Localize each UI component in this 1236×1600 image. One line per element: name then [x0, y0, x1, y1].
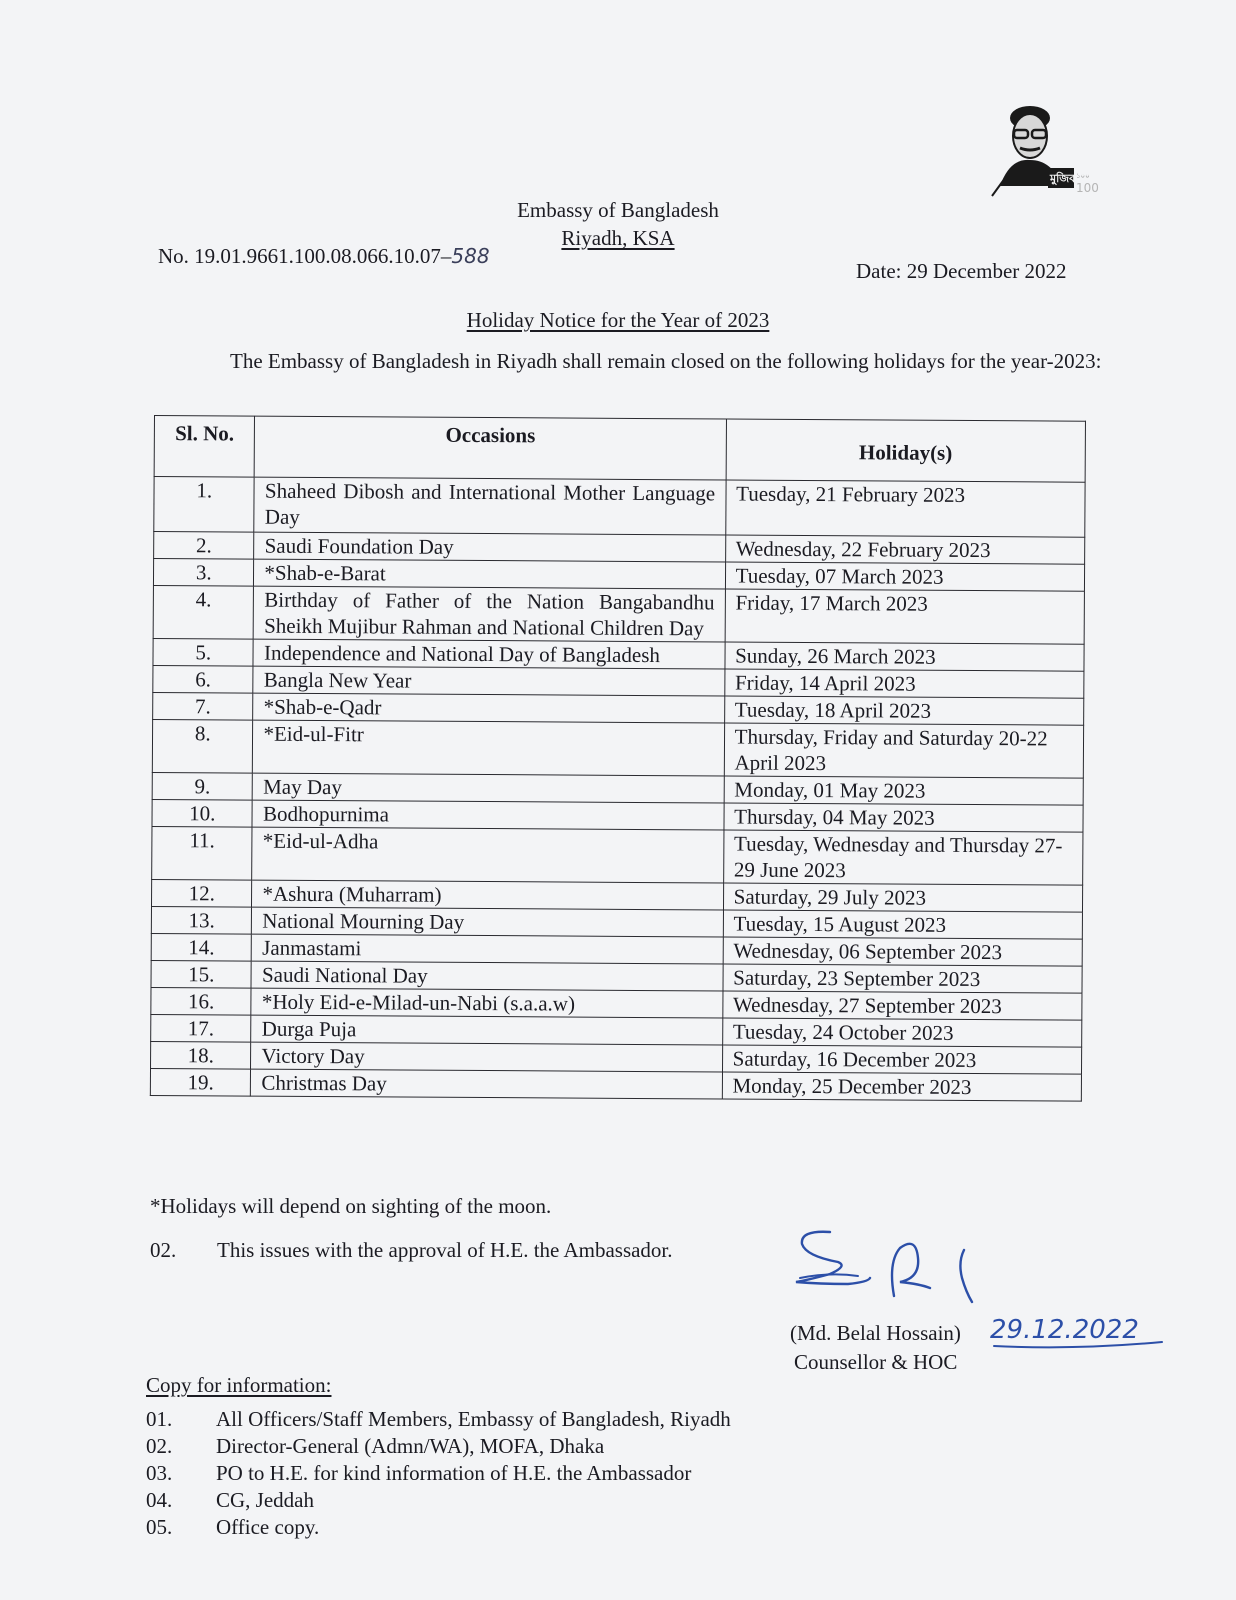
row-sl: 10.: [152, 799, 253, 827]
row-holiday: Thursday, Friday and Saturday 20-22 April 2023: [724, 723, 1084, 778]
table-row: [154, 477, 1085, 538]
row-occasion: *Eid-ul-Fitr: [253, 720, 725, 776]
row-sl: 19.: [150, 1068, 251, 1096]
list-item-number: 05.: [146, 1515, 173, 1539]
approval-text: This issues with the approval of H.E. the Ambassador.: [217, 1238, 673, 1262]
list-item-text: CG, Jeddah: [216, 1488, 314, 1512]
row-occasion: Shaheed Dibosh and International Mother Language Day: [254, 477, 726, 535]
list-item-number: 04.: [146, 1488, 173, 1512]
row-occasion: Saudi National Day: [251, 961, 722, 991]
row-holiday: Tuesday, 21 February 2023: [725, 480, 1085, 537]
handwritten-date: 29.12.2022: [990, 1315, 1139, 1345]
row-occasion: *Eid-ul-Adha: [252, 827, 724, 883]
svg-text:100: 100: [1076, 181, 1099, 195]
row-occasion: Independence and National Day of Bangladesh: [253, 639, 724, 669]
svg-text:মুজিব: মুজিব: [1050, 172, 1076, 185]
row-sl: 7.: [153, 692, 254, 720]
row-holiday: Saturday, 23 September 2023: [723, 964, 1083, 993]
reference-handwritten: 588: [451, 244, 490, 268]
list-item-text: PO to H.E. for kind information of H.E. the Ambassador: [216, 1461, 692, 1485]
row-sl: 1.: [154, 477, 255, 533]
list-item-number: 02.: [146, 1434, 173, 1458]
row-occasion: Bodhopurnima: [252, 800, 723, 830]
row-holiday: Tuesday, 24 October 2023: [722, 1018, 1082, 1047]
list-item-number: 01.: [146, 1407, 173, 1431]
portrait-emblem-icon: [990, 96, 1100, 206]
row-occasion: Saudi Foundation Day: [254, 532, 725, 562]
row-holiday: Tuesday, Wednesday and Thursday 27-29 June 2023: [723, 830, 1083, 885]
signatory-title: Counsellor & HOC: [794, 1350, 958, 1374]
row-holiday: Saturday, 29 July 2023: [723, 883, 1083, 912]
row-sl: 14.: [151, 933, 252, 961]
list-item-text: Office copy.: [216, 1515, 320, 1539]
list-item-number: 03.: [146, 1461, 173, 1485]
table-row: [150, 1068, 1081, 1101]
copy-heading: Copy for information:: [146, 1373, 332, 1397]
row-sl: 8.: [152, 719, 253, 773]
header-sl-no: Sl. No.: [154, 416, 255, 478]
header-occasions: Occasions: [255, 416, 727, 480]
moon-sighting-note: *Holidays will depend on sighting of the moon.: [150, 1194, 552, 1218]
embassy-name: Embassy of Bangladesh: [517, 198, 719, 222]
row-sl: 13.: [151, 906, 252, 934]
reference-number-text: No. 19.01.9661.100.08.066.10.07–: [158, 244, 452, 268]
reference-number: [158, 243, 490, 269]
signatory-name: (Md. Belal Hossain): [790, 1321, 961, 1345]
header-holidays: Holiday(s): [726, 419, 1086, 482]
row-occasion: *Shab-e-Barat: [254, 559, 725, 589]
row-holiday: Friday, 17 March 2023: [725, 589, 1085, 644]
intro-paragraph: The Embassy of Bangladesh in Riyadh shall remain closed on the following holidays for the year-2023:: [230, 349, 1102, 373]
table-row: [153, 585, 1084, 644]
handwritten-date-signature: [986, 1306, 1186, 1356]
row-sl: 17.: [151, 1014, 252, 1042]
row-occasion: Bangla New Year: [253, 666, 724, 696]
row-occasion: Christmas Day: [251, 1069, 722, 1099]
row-holiday: Sunday, 26 March 2023: [725, 642, 1085, 671]
row-holiday: Wednesday, 27 September 2023: [722, 991, 1082, 1020]
row-occasion: *Shab-e-Qadr: [253, 693, 724, 723]
table-header-row: [154, 416, 1085, 483]
row-occasion: National Mourning Day: [252, 907, 723, 937]
row-holiday: Wednesday, 22 February 2023: [725, 535, 1085, 564]
row-holiday: Monday, 25 December 2023: [722, 1072, 1082, 1101]
list-item-text: All Officers/Staff Members, Embassy of Bangladesh, Riyadh: [216, 1407, 731, 1431]
row-occasion: *Holy Eid-e-Milad-un-Nabi (s.a.a.w): [251, 988, 722, 1018]
row-holiday: Monday, 01 May 2023: [724, 776, 1084, 805]
row-holiday: Wednesday, 06 September 2023: [723, 937, 1083, 966]
row-sl: 16.: [151, 987, 252, 1015]
svg-text:১০০: ১০০: [1076, 172, 1090, 180]
row-sl: 3.: [153, 559, 254, 587]
list-item-text: Director-General (Admn/WA), MOFA, Dhaka: [216, 1434, 605, 1458]
row-sl: 2.: [154, 532, 255, 560]
approval-number: 02.: [150, 1238, 177, 1262]
row-occasion: Janmastami: [252, 934, 723, 964]
row-sl: 11.: [152, 826, 253, 880]
row-occasion: *Ashura (Muharram): [252, 880, 723, 910]
table-row: [152, 719, 1083, 778]
row-holiday: Tuesday, 07 March 2023: [725, 562, 1085, 591]
row-sl: 12.: [151, 879, 252, 907]
row-occasion: May Day: [253, 773, 724, 803]
table-row: [152, 826, 1083, 885]
row-sl: 6.: [153, 665, 254, 693]
row-holiday: Tuesday, 15 August 2023: [723, 910, 1083, 939]
holiday-table: [150, 415, 1086, 1102]
row-holiday: Tuesday, 18 April 2023: [724, 696, 1084, 725]
embassy-city: Riyadh, KSA: [561, 226, 675, 250]
row-sl: 5.: [153, 638, 254, 666]
signature-scribble: [790, 1222, 990, 1322]
notice-date: Date: 29 December 2022: [856, 259, 1067, 283]
row-occasion: Victory Day: [251, 1042, 722, 1072]
row-sl: 4.: [153, 585, 254, 639]
row-holiday: Thursday, 04 May 2023: [724, 803, 1084, 832]
row-occasion: Durga Puja: [251, 1015, 722, 1045]
row-sl: 9.: [152, 772, 253, 800]
row-sl: 18.: [151, 1041, 252, 1069]
row-holiday: Saturday, 16 December 2023: [722, 1045, 1082, 1074]
row-holiday: Friday, 14 April 2023: [724, 669, 1084, 698]
notice-title: Holiday Notice for the Year of 2023: [466, 308, 770, 332]
row-occasion: Birthday of Father of the Nation Bangabandhu Sheikh Mujibur Rahman and National Children Day: [254, 586, 726, 642]
row-sl: 15.: [151, 960, 252, 988]
